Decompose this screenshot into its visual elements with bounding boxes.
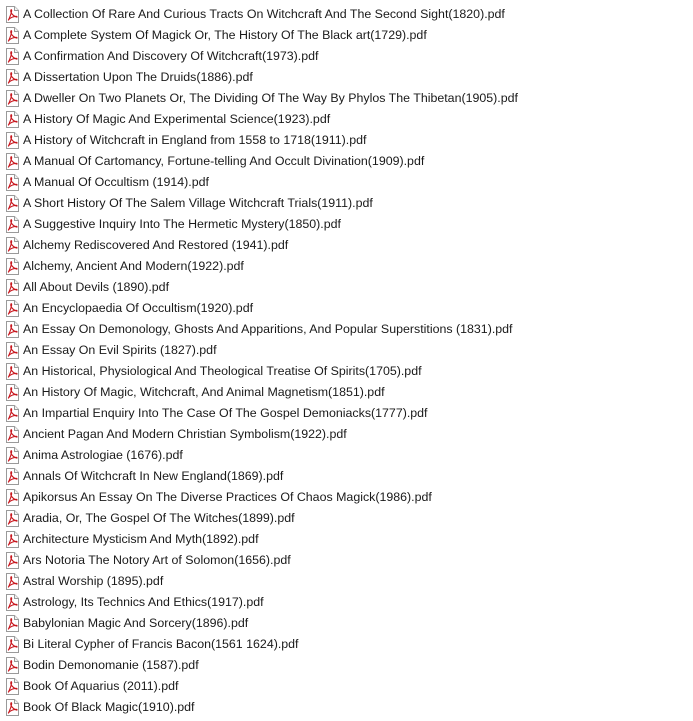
file-list-item[interactable]: [0, 193, 693, 214]
pdf-document-icon: [5, 552, 19, 569]
file-name: A Complete System Of Magick Or, The History Of The Black art(1729).pdf: [23, 28, 427, 42]
pdf-document-icon: [5, 132, 19, 149]
file-name: An Encyclopaedia Of Occultism(1920).pdf: [23, 301, 254, 315]
file-list-item[interactable]: [0, 571, 693, 592]
pdf-document-icon: [5, 90, 19, 107]
file-list-item[interactable]: [0, 172, 693, 193]
file-name: An Impartial Enquiry Into The Case Of The Gospel Demoniacks(1777).pdf: [23, 406, 428, 420]
file-name: Ars Notoria The Notory Art of Solomon(1656).pdf: [23, 553, 291, 567]
file-name: Architecture Mysticism And Myth(1892).pdf: [23, 532, 259, 546]
file-list-item[interactable]: [0, 151, 693, 172]
pdf-document-icon: [5, 363, 19, 380]
pdf-document-icon: [5, 27, 19, 44]
file-list-item[interactable]: [0, 361, 693, 382]
file-list-item[interactable]: [0, 319, 693, 340]
file-name: A Suggestive Inquiry Into The Hermetic Mystery(1850).pdf: [23, 217, 341, 231]
file-name: All About Devils (1890).pdf: [23, 280, 170, 294]
file-list-item[interactable]: [0, 466, 693, 487]
file-list-item[interactable]: [0, 25, 693, 46]
file-list-item[interactable]: [0, 382, 693, 403]
file-list-item[interactable]: [0, 634, 693, 655]
file-name: Babylonian Magic And Sorcery(1896).pdf: [23, 616, 249, 630]
pdf-document-icon: [5, 468, 19, 485]
pdf-document-icon: [5, 657, 19, 674]
pdf-document-icon: [5, 384, 19, 401]
pdf-document-icon: [5, 111, 19, 128]
file-name: Astrology, Its Technics And Ethics(1917).pdf: [23, 595, 264, 609]
file-list-item[interactable]: [0, 235, 693, 256]
file-list-item[interactable]: [0, 130, 693, 151]
pdf-document-icon: [5, 174, 19, 191]
pdf-document-icon: [5, 153, 19, 170]
pdf-document-icon: [5, 699, 19, 716]
file-list-item[interactable]: [0, 487, 693, 508]
file-name: Bodin Demonomanie (1587).pdf: [23, 658, 199, 672]
file-list-item[interactable]: [0, 88, 693, 109]
file-list-item[interactable]: [0, 109, 693, 130]
pdf-document-icon: [5, 405, 19, 422]
pdf-document-icon: [5, 69, 19, 86]
file-name: Anima Astrologiae (1676).pdf: [23, 448, 183, 462]
file-list-item[interactable]: [0, 67, 693, 88]
pdf-document-icon: [5, 531, 19, 548]
pdf-document-icon: [5, 258, 19, 275]
file-name: Ancient Pagan And Modern Christian Symbolism(1922).pdf: [23, 427, 347, 441]
pdf-document-icon: [5, 195, 19, 212]
file-list-item[interactable]: [0, 256, 693, 277]
file-name: An Essay On Demonology, Ghosts And Apparitions, And Popular Superstitions (1831).pdf: [23, 322, 513, 336]
file-name: Apikorsus An Essay On The Diverse Practices Of Chaos Magick(1986).pdf: [23, 490, 432, 504]
file-list-item[interactable]: [0, 508, 693, 529]
pdf-document-icon: [5, 573, 19, 590]
file-name: A Dweller On Two Planets Or, The Dividing Of The Way By Phylos The Thibetan(1905).pdf: [23, 91, 518, 105]
pdf-document-icon: [5, 6, 19, 23]
file-name: Book Of Black Magic(1910).pdf: [23, 700, 195, 714]
file-name: A Confirmation And Discovery Of Witchcraft(1973).pdf: [23, 49, 319, 63]
file-name: A Manual Of Cartomancy, Fortune-telling And Occult Divination(1909).pdf: [23, 154, 425, 168]
file-name: A History Of Magic And Experimental Science(1923).pdf: [23, 112, 331, 126]
file-name: An Historical, Physiological And Theological Treatise Of Spirits(1705).pdf: [23, 364, 422, 378]
file-list-item[interactable]: [0, 340, 693, 361]
file-list-item[interactable]: [0, 655, 693, 676]
file-list-item[interactable]: [0, 529, 693, 550]
file-name: A Dissertation Upon The Druids(1886).pdf: [23, 70, 253, 84]
file-name: An Essay On Evil Spirits (1827).pdf: [23, 343, 217, 357]
file-name: A Collection Of Rare And Curious Tracts On Witchcraft And The Second Sight(1820).pdf: [23, 7, 505, 21]
file-list-item[interactable]: [0, 424, 693, 445]
pdf-document-icon: [5, 279, 19, 296]
file-name: Annals Of Witchcraft In New England(1869).pdf: [23, 469, 284, 483]
file-list-item[interactable]: [0, 298, 693, 319]
pdf-document-icon: [5, 615, 19, 632]
file-list: [0, 4, 693, 718]
file-list-item[interactable]: [0, 4, 693, 25]
file-name: Bi Literal Cypher of Francis Bacon(1561 1624).pdf: [23, 637, 299, 651]
file-list-item[interactable]: [0, 550, 693, 571]
pdf-document-icon: [5, 237, 19, 254]
file-list-item[interactable]: [0, 277, 693, 298]
file-list-item[interactable]: [0, 676, 693, 697]
pdf-document-icon: [5, 48, 19, 65]
file-list-item[interactable]: [0, 46, 693, 67]
pdf-document-icon: [5, 594, 19, 611]
pdf-document-icon: [5, 216, 19, 233]
file-name: Alchemy, Ancient And Modern(1922).pdf: [23, 259, 244, 273]
file-list-item[interactable]: [0, 403, 693, 424]
file-name: A Short History Of The Salem Village Witchcraft Trials(1911).pdf: [23, 196, 373, 210]
pdf-document-icon: [5, 636, 19, 653]
file-list-item[interactable]: [0, 445, 693, 466]
file-name: Alchemy Rediscovered And Restored (1941).pdf: [23, 238, 289, 252]
file-name: A History of Witchcraft in England from 1558 to 1718(1911).pdf: [23, 133, 367, 147]
pdf-document-icon: [5, 342, 19, 359]
pdf-document-icon: [5, 510, 19, 527]
pdf-document-icon: [5, 321, 19, 338]
pdf-document-icon: [5, 300, 19, 317]
file-name: Book Of Aquarius (2011).pdf: [23, 679, 179, 693]
file-list-item[interactable]: [0, 592, 693, 613]
file-name: A Manual Of Occultism (1914).pdf: [23, 175, 209, 189]
pdf-document-icon: [5, 489, 19, 506]
pdf-document-icon: [5, 447, 19, 464]
file-name: An History Of Magic, Witchcraft, And Animal Magnetism(1851).pdf: [23, 385, 385, 399]
pdf-document-icon: [5, 426, 19, 443]
file-list-item[interactable]: [0, 214, 693, 235]
file-name: Astral Worship (1895).pdf: [23, 574, 164, 588]
pdf-document-icon: [5, 678, 19, 695]
file-list-item[interactable]: [0, 613, 693, 634]
file-name: Aradia, Or, The Gospel Of The Witches(1899).pdf: [23, 511, 295, 525]
file-list-item[interactable]: [0, 697, 693, 718]
